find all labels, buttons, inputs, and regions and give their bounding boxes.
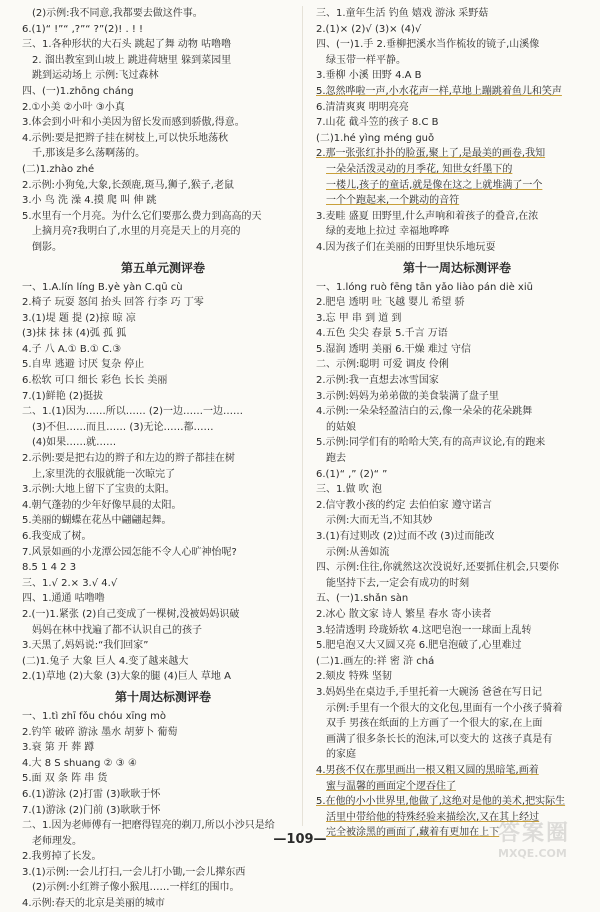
answer-line: (2)示例:我不同意,我都要去做这件事。 [32, 8, 203, 19]
watermark-url: MXQE.COM [498, 847, 567, 860]
answer-line: 示例:大而无当,不知其妙 [326, 515, 433, 527]
watermark-logo [498, 816, 588, 858]
answer-line: 2.示例:要是把右边的辫子和左边的辫子都挂在树 [22, 453, 235, 465]
answer-line: 三、1.做 吹 泡 [316, 484, 382, 496]
answer-line: 2.①小美 ②小叶 ③小真 [22, 101, 125, 113]
answer-line: 示例:手里有一个很大的文化包,里面有一个小孩子骑着 [326, 702, 563, 714]
watermark-title: 答案圈 [498, 821, 571, 846]
answer-line: 5.水里有一个月亮。为什么它们要那么费力到高高的天 [22, 210, 262, 222]
page-number: —109— [273, 832, 327, 847]
answer-line: 二、1.(1)因为……所以…… (2)一边……一边…… [22, 406, 244, 418]
answer-line: 绿的麦地上拉过 幸福地哗哗 [326, 226, 450, 238]
answer-line: 蜜与温馨的画面定个逻吞住了 [326, 780, 456, 792]
answer-line: 一、1.A.lín líng B.yè yàn C.qū cù [22, 281, 183, 293]
answer-line: 2.那一张张红扑扑的脸蛋,聚上了,是最美的画卷,我知 [316, 148, 546, 160]
right-column [316, 6, 598, 841]
answer-line: 5.忽然哗啦一声,小水花声一样,草地上蹦跳着鱼儿和笑声 [316, 85, 562, 97]
answer-line: 4.因为孩子们在美丽的田野里快乐地玩耍 [316, 241, 496, 253]
answer-line: 7.(1)游泳 (2)门前 (3)耿耿于怀 [22, 804, 161, 816]
answer-line: 5.面 双 条 阵 串 货 [22, 773, 108, 785]
answer-line: 的姑娘 [326, 421, 356, 433]
answer-line: 双手 男孩在纸面的上方画了一个很大的家,在上面 [326, 718, 543, 730]
answer-line: 3.垂柳 小溪 田野 4.A B [316, 70, 422, 82]
answer-line: 一楼儿,孩子的童话,就是像在这之上就堆满了一个 [326, 179, 543, 191]
left-column [22, 6, 304, 912]
answer-line: 跳到运动场上 示例:飞过森林 [32, 70, 159, 82]
answer-line: 妈妈在林中找遍了都不认识自己的孩子 [32, 624, 202, 636]
answer-line: 6.(1)“ ,” (2)“ ” [316, 468, 388, 480]
answer-line: 三、1.各种形状的大石头 跳起了舞 动物 咕噜噜 [22, 39, 232, 51]
answer-line: 2.信守教小孩的约定 去伯伯家 遵守诺言 [316, 499, 492, 511]
answer-line: 四、(一)1.zhōng cháng [22, 85, 134, 97]
answer-line: 6.我变成了树。 [22, 531, 92, 542]
answer-line: 7.山花 截斗笠的孩子 8.C B [316, 117, 439, 129]
answer-line: 2.冰心 散文家 诗人 繁星 春水 寄小读者 [316, 608, 492, 620]
section-title: 第十一周达标测评卷 [402, 260, 511, 275]
answer-line: 8.5 1 4 2 3 [22, 562, 77, 574]
answer-line: 上,家里洗的衣服就能一次晾完了 [32, 468, 176, 480]
answer-line: 3.忘 甲 串 到 道 到 [316, 312, 402, 324]
answer-line: 画满了很多条长长的泡沫,可以变大的 这孩子真是有 [326, 733, 553, 745]
answer-line: 2.(1)× (2)√ (3)× (4)√ [316, 23, 422, 35]
answer-line: 2.示例:小狗兔,大象,长颈鹿,斑马,狮子,猴子,老鼠 [22, 179, 234, 191]
answer-line: 4.大 8 S shuang ② ③ ④ [22, 757, 137, 769]
answer-line: 5.肥皂泡又大又圆又亮 6.肥皂泡破了,心里难过 [316, 640, 522, 652]
answer-line: 7.(1)鲜艳 (2)挺拔 [22, 390, 104, 402]
answer-line: (3)不但……而且…… (3)无论……都…… [32, 421, 214, 433]
answer-line: 完全被涂黑的画面了,藏着有更加在上下 [326, 827, 500, 839]
answer-line: 5.示例:同学们有的哈哈大笑,有的高声议论,有的跑来 [316, 437, 546, 449]
answer-line: 4.示例:一朵朵轻盈洁白的云,像一朵朵的花朵跳舞 [316, 406, 533, 418]
answer-line: (3)抹 抹 抹 (4)弧 孤 狐 [22, 328, 127, 340]
answer-line: 2. 溜出教室到山坡上 跳进荷塘里 躲到菜园里 [32, 54, 232, 66]
answer-line: 2.颏皮 特殊 坚韧 [316, 671, 392, 683]
answer-line: 3.衰 第 开 葬 蹲 [22, 742, 95, 754]
answer-line: 4.示例:要是把辫子挂在树枝上,可以快乐地荡秋 [22, 132, 229, 144]
answer-line: 6.(1)游泳 (2)打雷 (3)耿耿于怀 [22, 788, 161, 800]
answer-line: 6.(1)“ !”“ ,?”“ ?”(2)! . ! ! [22, 23, 144, 35]
answer-line: (二)1.画左的:祥 密 浒 chá [316, 655, 435, 667]
answer-line: 4.男孩不仅在那里画出一根又粗又圆的黑暗笔,画着 [316, 764, 539, 776]
answer-line: 4.五色 尖尖 春景 5.千言 万语 [316, 328, 448, 340]
answer-line: 2.我剪掉了长发。 [22, 851, 102, 863]
answer-line: 上摘月亮?我明白了,水里的月亮是天上的月亮的 [32, 226, 241, 238]
answer-line: (二)1.zhào zhé [22, 163, 95, 175]
answer-line: 3.示例:大地上留下了宝贵的太阳。 [22, 484, 175, 496]
answer-line: 2.(1)草地 (2)大象 (3)大象的腿 (4)巨人 草地 A [22, 671, 231, 683]
answer-line: 5.美丽的蝴蝶在花丛中翩翩起舞。 [22, 515, 172, 527]
answer-line: 四、1.通通 咕噜噜 [22, 593, 105, 605]
answer-line: (2)示例:小红辫子像小猴甩……一样红的围巾。 [32, 882, 240, 894]
answer-line: 3.天黑了,妈妈说:“我们回家” [22, 640, 149, 652]
section-title: 第十周达标测评卷 [114, 689, 211, 704]
answer-line: (4)如果……就…… [32, 437, 117, 449]
answer-line: 2.肥皂 透明 吐 飞越 婴儿 希望 骄 [316, 297, 465, 309]
answer-line: 7.风景如画的小龙潭公园怎能不令人心旷神怡呢? [22, 546, 237, 558]
answer-line: 四、(一)1.手 2.垂柳把溪水当作梳妆的镜子,山溪像 [316, 39, 540, 51]
answer-line: 4.朝气蓬勃的少年好像早晨的太阳。 [22, 499, 182, 511]
answer-line: 三、1.童年生活 钓鱼 嬉戏 游泳 采野菇 [316, 8, 489, 19]
answer-line: 绿玉带一样平静。 [326, 54, 406, 66]
answer-line: 3.麦畦 盛夏 田野里,什么声响和着孩子的叠音,在浓 [316, 210, 539, 222]
answer-line: 5.在他的小小世界里,他做了,这绝对是他的美术,把实际生 [316, 796, 566, 808]
answer-line: 一、1.tì zhī fǒu chóu xīng mò [22, 710, 167, 722]
answer-line: 一个个跑起来,一个跳动的音符 [326, 195, 460, 207]
answer-line: 2.示例:我一直想去冰雪国家 [316, 375, 439, 387]
answer-line: 3.小 鸟 洗 澡 4.摸 爬 叫 伸 跳 [22, 195, 157, 207]
answer-line: (二)1.兔子 大象 巨人 4.变了越来越大 [22, 655, 189, 667]
answer-line: 跑去 [326, 453, 346, 465]
answer-line: 3.(1)堤 题 提 (2)掠 晾 凉 [22, 312, 136, 324]
answer-line: 2.(一)1.紧张 (2)自己变成了一棵树,没被妈妈识破 [22, 608, 240, 620]
answer-line: 3.(1)有过则改 (2)过而不改 (3)过而能改 [316, 531, 495, 542]
answer-line: 5.湿润 透明 美丽 6.干燥 难过 守信 [316, 343, 471, 355]
answer-line: 3.(1)示例:一会儿打扫,一会儿打小锄,一会儿撵东西 [22, 866, 246, 878]
answer-line: 能坚持下去,一定会有成功的时刻 [326, 577, 470, 589]
answer-line: 3.妈妈坐在桌边手,手里托着一大碗汤 爸爸在写日记 [316, 686, 542, 698]
answer-line: 2.钓竿 破碎 游泳 墨水 胡萝卜 葡萄 [22, 726, 178, 738]
section-title: 第五单元测评卷 [120, 260, 205, 275]
answer-line: 一朵朵活泼灵动的月季花, 知世女纤墨下的 [326, 163, 513, 175]
answer-line: 4.示例:春天的北京是美丽的城市 [22, 898, 165, 910]
answer-line: 二、1.因为老师傅有一把磨得锃亮的剃刀,所以小沙只是给 [22, 820, 275, 832]
answer-line: 五、(一)1.shǎn sàn [316, 593, 409, 605]
answer-line: 的家庭 [326, 749, 356, 761]
answer-line: 千,那该是多么荡啊荡的。 [32, 148, 146, 160]
answer-line: 三、1.√ 2.× 3.√ 4.√ [22, 577, 118, 589]
answer-line: 倒影。 [32, 241, 62, 253]
answer-line: 5.自卑 逃避 讨厌 复杂 停止 [22, 359, 145, 371]
answer-line: 3.体会到小叶和小美因为留长发而感到骄傲,得意。 [22, 117, 245, 129]
answer-line: 6.松软 可口 细长 彩色 长长 美丽 [22, 375, 168, 387]
answer-line: 3.轻清透明 玲珑娇软 4.这吧皂泡一一球面上乱转 [316, 624, 532, 636]
answer-line: 3.示例:妈妈为弟弟做的美食装满了盘子里 [316, 390, 499, 402]
answer-line: 示例:从善如流 [326, 546, 390, 558]
answer-line: 四、示例:住往,你就然这次没说好,还要抓住机会,只要你 [316, 562, 559, 574]
answer-line: 二、示例:聪明 可爱 调皮 伶俐 [316, 359, 449, 371]
answer-line: 活里中带给他的特殊经验来描绘次,又在其上经过 [326, 811, 540, 823]
answer-line: 4.子 八 A.① B.① C.③ [22, 343, 122, 355]
answer-line: 2.椅子 玩耍 怒闰 抬头 回答 行李 巧 丁零 [22, 297, 204, 309]
answer-line: 6.清清爽爽 明明亮亮 [316, 101, 409, 113]
answer-line: (二)1.hé yìng méng guǒ [316, 132, 435, 144]
answer-line: 一、1.lóng ruò fēng tān yǎo liào pán diè xiū [316, 281, 533, 293]
answer-line: 老师理发。 [32, 835, 82, 847]
